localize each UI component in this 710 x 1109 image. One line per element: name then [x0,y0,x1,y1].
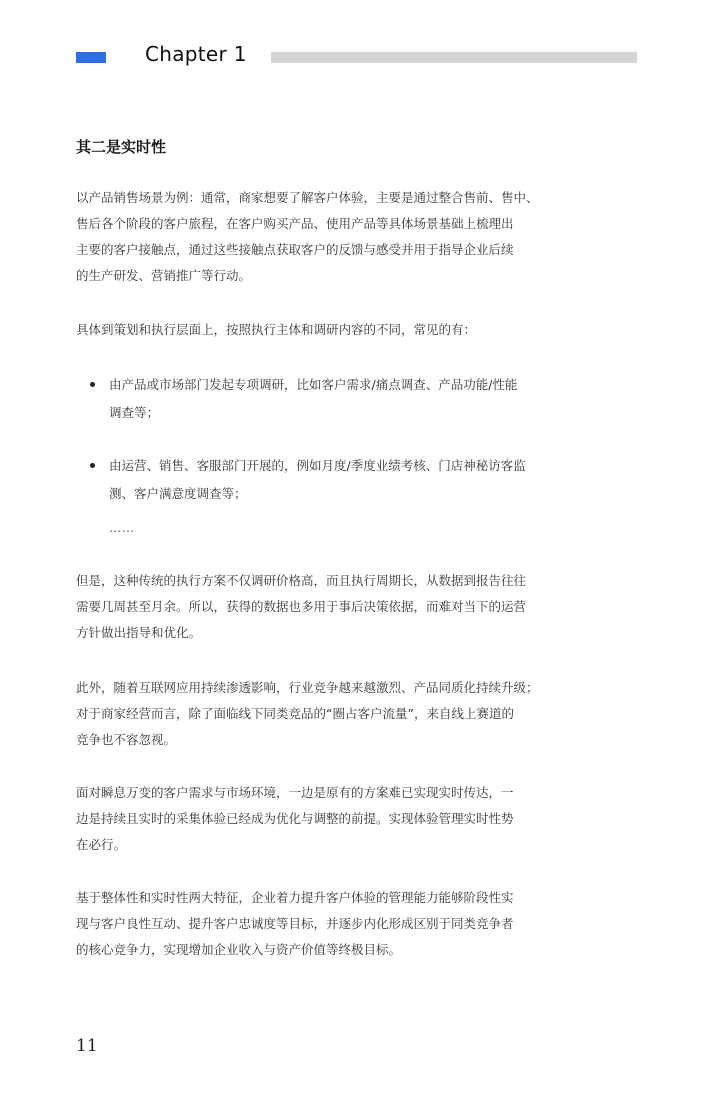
paragraph-intro: 以产品销售场景为例：通常，商家想要了解客户体验，主要是通过整合售前、售中、 售后各个阶段的客户旅程，在客户购买产品、使用产品等具体场景基础上梳理出 主要的客户接触点，通过这些接触点获取客户的反馈与感受并用于指导企业后续 的生产研发、营销推广等行动。 [76,190,539,283]
bullet-icon [90,463,95,468]
paragraph-realtime: 面对瞬息万变的客户需求与市场环境，一边是原有的方案难已实现实时传达，一 边是持续且实时的采集体验已经成为优化与调整的前提。实现体验管理实时性势 在必行。 [76,785,514,852]
paragraph-drawbacks: 但是，这种传统的执行方案不仅调研价格高，而且执行周期长，从数据到报告往往 需要几周甚至月余。所以，获得的数据也多用于事后决策依据，而难对当下的运营 方针做出指导和优化。 [76,573,527,640]
paragraph-conclusion: 基于整体性和实时性两大特征，企业着力提升客户体验的管理能力能够阶段性实 现与客户良性互动、提升客户忠诚度等目标，并逐步内化形成区别于同类竞争者 的核心竞争力，实现增加企业收入与资产价值等终极目标。 [76,890,514,957]
chapter-divider-bar [271,52,637,63]
paragraph-execution: 具体到策划和执行层面上，按照执行主体和调研内容的不同，常见的有： [76,322,477,337]
paragraph-competition: 此外，随着互联网应用持续渗透影响，行业竞争越来越激烈、产品同质化持续升级； 对于商家经营而言，除了面临线下同类竞品的“圈占客户流量”，来自线上赛道的 竞争也不容忽视。 [76,680,539,747]
chapter-accent-bar [76,52,106,63]
list-item-text: 由产品或市场部门发起专项调研，比如客户需求/痛点调查、产品功能/性能 调查等； [109,377,518,420]
chapter-title: Chapter 1 [145,42,247,66]
list-item-text: 由运营、销售、客服部门开展的，例如月度/季度业绩考核、门店神秘访客监 测、客户满意度调查等； [109,458,526,501]
bullet-icon [90,382,95,387]
list-ellipsis: …… [109,521,135,535]
section-heading: 其二是实时性 [76,138,167,156]
page-number: 11 [76,1036,98,1056]
